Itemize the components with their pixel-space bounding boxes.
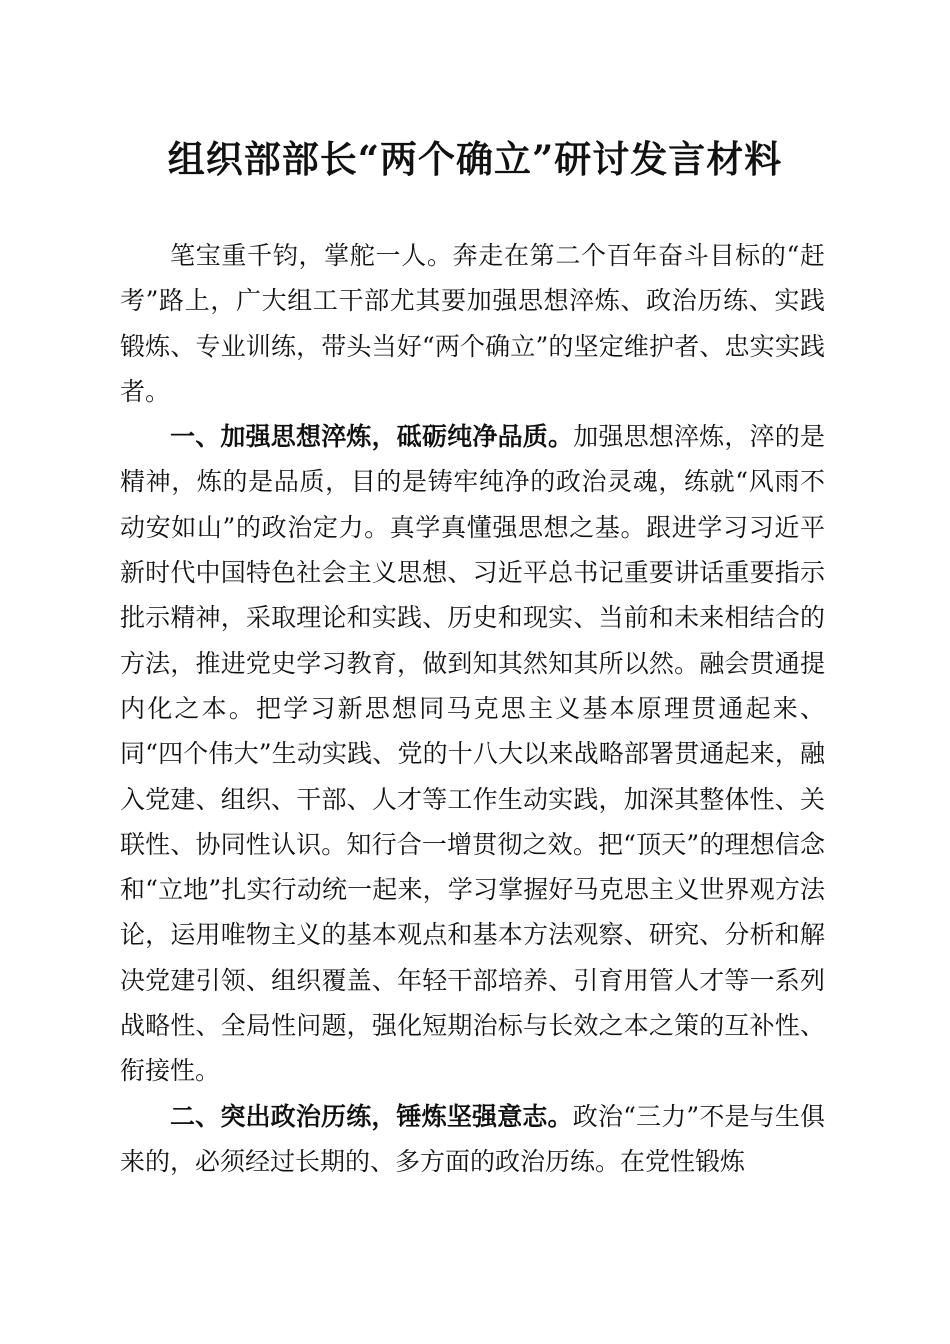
section-1-heading: 一、加强思想淬炼，砥砺纯净品质。 [170, 422, 574, 452]
document-body [120, 233, 825, 1184]
paragraph-intro [120, 233, 825, 414]
section-1-text: 加强思想淬炼，淬的是精神，炼的是品质，目的是铸牢纯净的政治灵魂，练就“风雨不动安如山”的政治定力。真学真懂强思想之基。跟进学习习近平新时代中国特色社会主义思想、习近平总书记重要讲话重要指示批示精神，采取理论和实践、历史和现实、当前和未来相结合的方法，推进党史学习教育，做到知其然知其所以然。融会贯通提内化之本。把学习新思想同马克思主义基本原理贯通起来、同“四个伟大”生动实践、党的十八大以来战略部署贯通起来，融入党建、组织、干部、人才等工作生动实践，加深其整体性、关联性、协同性认识。知行合一增贯彻之效。把“顶天”的理想信念和“立地”扎实行动统一起来，学习掌握好马克思主义世界观方法论，运用唯物主义的基本观点和基本方法观察、研究、分析和解决党建引领、组织覆盖、年轻干部培养、引育用管人才等一系列战略性、全局性问题，强化短期治标与长效之本之策的互补性、衔接性。 [120, 422, 825, 1086]
document-title: 组织部部长“两个确立”研讨发言材料 [167, 137, 783, 181]
paragraph-section-2 [120, 1094, 825, 1185]
paragraph-section-1 [120, 414, 825, 1093]
paragraph-intro-text: 笔宝重千钧，掌舵一人。奔走在第二个百年奋斗目标的“赶考”路上，广大组工干部尤其要加强思想淬炼、政治历练、实践锻炼、专业训练，带头当好“两个确立”的坚定维护者、忠实实践者。 [120, 241, 825, 406]
section-2-text: 政治“三力”不是与生俱来的，必须经过长期的、多方面的政治历练。在党性锻炼 [120, 1101, 825, 1176]
section-2-heading: 二、突出政治历练，锤炼坚强意志。 [170, 1101, 573, 1131]
